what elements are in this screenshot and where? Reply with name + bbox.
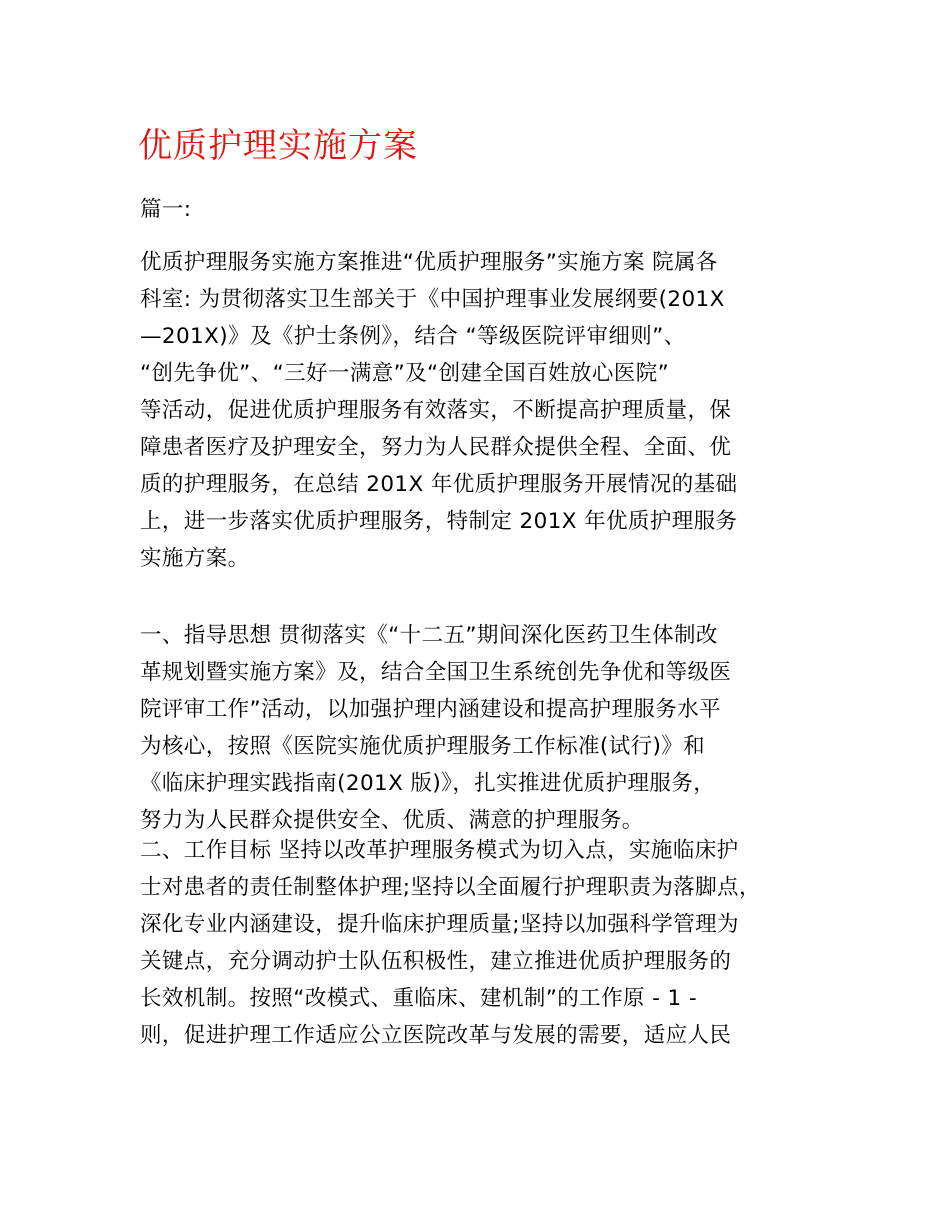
paragraph-line: 等活动，促进优质护理服务有效落实，不断提高护理质量，保 — [140, 398, 732, 423]
section-heading-text: 篇一: — [140, 197, 192, 222]
paragraph-line: 二、工作目标 坚持以改革护理服务模式为切入点，实施临床护 — [140, 838, 739, 863]
paragraph-line: —201X)》及《护士条例》，结合 “等级医院评审细则”、 — [140, 324, 686, 349]
paragraph-line: 则，促进护理工作适应公立医院改革与发展的需要，适应人民 — [140, 1023, 732, 1048]
paragraph-guiding-ideology — [140, 617, 840, 839]
paragraph-line: 士对患者的责任制整体护理;坚持以全面履行护理职责为落脚点， — [140, 875, 761, 900]
paragraph-line: 障患者医疗及护理安全，努力为人民群众提供全程、全面、优 — [140, 435, 732, 460]
paragraph-line: 革规划暨实施方案》及，结合全国卫生系统创先争优和等级医 — [140, 660, 732, 685]
paragraph-line: 院评审工作”活动，以加强护理内涵建设和提高护理服务水平 — [140, 697, 721, 722]
paragraph-work-goals — [140, 832, 840, 1054]
paragraph-line: 为核心，按照《医院实施优质护理服务工作标准(试行)》和 — [140, 734, 706, 759]
paragraph-line: 努力为人民群众提供安全、优质、满意的护理服务。 — [140, 808, 644, 833]
paragraph-line: 一、指导思想 贯彻落实《“十二五”期间深化医药卫生体制改 — [140, 623, 718, 648]
paragraph-line: 实施方案。 — [140, 546, 250, 571]
paragraph-line: 优质护理服务实施方案推进“优质护理服务”实施方案 院属各 — [140, 250, 718, 275]
paragraph-intro — [140, 244, 840, 577]
paragraph-line: 《临床护理实践指南(201X 版)》，扎实推进优质护理服务， — [140, 771, 716, 796]
paragraph-line: 上，进一步落实优质护理服务，特制定 201X 年优质护理服务 — [140, 509, 738, 534]
paragraph-line: 科室: 为贯彻落实卫生部关于《中国护理事业发展纲要(201X — [140, 287, 725, 312]
section-heading — [140, 191, 840, 228]
paragraph-line: 深化专业内涵建设，提升临床护理质量;坚持以加强科学管理为 — [140, 912, 739, 937]
paragraph-line: 质的护理服务，在总结 201X 年优质护理服务开展情况的基础 — [140, 472, 738, 497]
paragraph-line: 长效机制。按照“改模式、重临床、建机制”的工作原 - 1 - — [140, 986, 697, 1011]
paragraph-line: “创先争优”、“三好一满意”及“创建全国百姓放心医院” — [140, 361, 670, 386]
document-title: 优质护理实施方案 — [138, 126, 418, 166]
paragraph-line: 关键点，充分调动护士队伍积极性，建立推进优质护理服务的 — [140, 949, 732, 974]
